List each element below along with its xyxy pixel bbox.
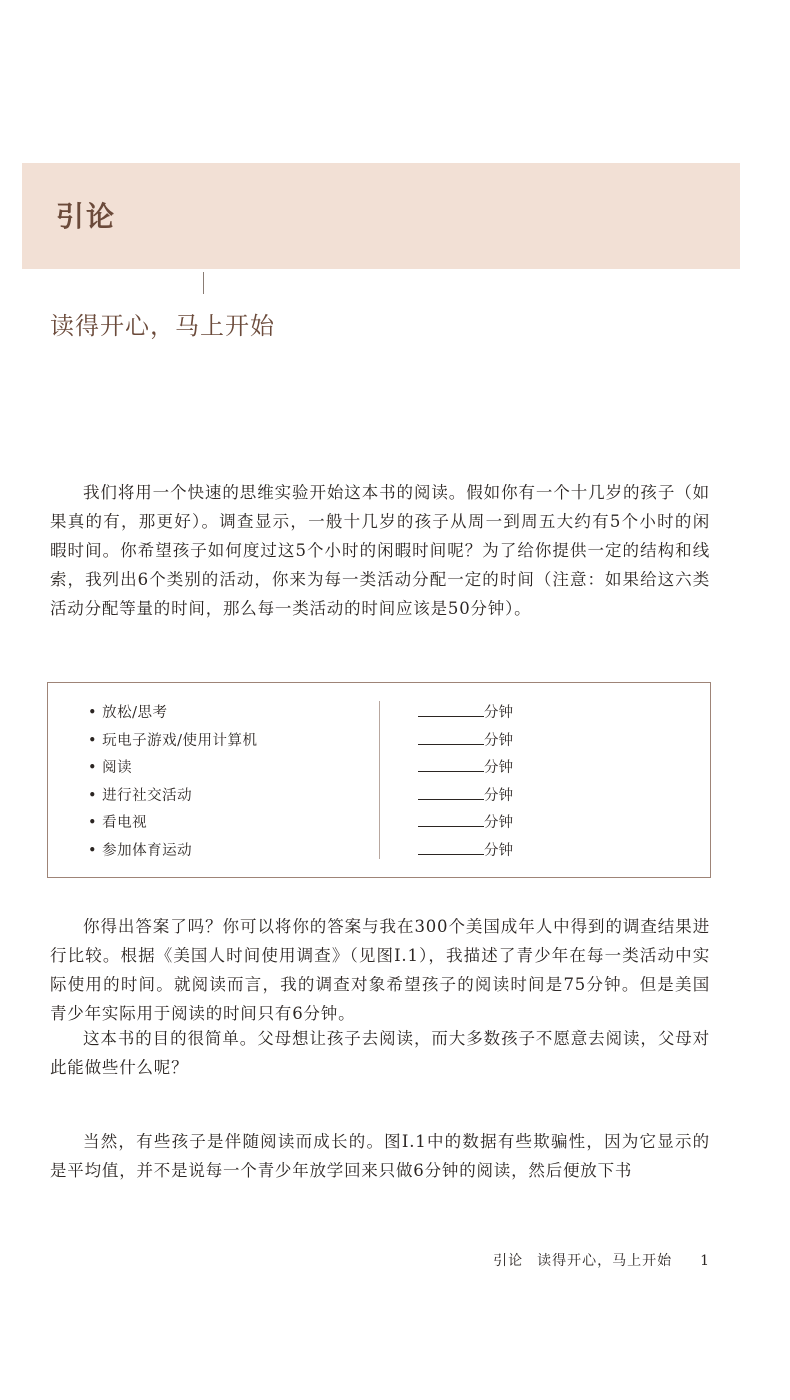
answer-blank [418, 702, 484, 717]
activity-item: • 放松/思考 [88, 700, 258, 728]
paragraph-comparison: 你得出答案了吗？你可以将你的答案与我在300个美国成年人中得到的调查结果进行比较。根据《美国人时间使用调查》（见图I.1），我描述了青少年在每一类活动中实际使用的时间。就阅读而言，我的调查对象希望孩子的阅读时间是75分钟。但是美国青少年实际用于阅读的时间只有6分钟。 [50, 917, 710, 1023]
page-number: 1 [700, 1253, 710, 1269]
activity-item: • 玩电子游戏/使用计算机 [88, 728, 258, 756]
activity-item: • 参加体育运动 [88, 838, 258, 866]
minutes-list [418, 700, 513, 865]
answer-blank [418, 785, 484, 800]
minutes-row [418, 728, 513, 756]
minutes-unit: 分钟 [484, 815, 513, 831]
activity-allocation-box [47, 682, 711, 878]
box-divider [379, 701, 380, 859]
chapter-label: 引论 [56, 200, 117, 233]
minutes-row [418, 755, 513, 783]
activity-item: • 进行社交活动 [88, 783, 258, 811]
minutes-unit: 分钟 [484, 760, 513, 776]
minutes-row [418, 838, 513, 866]
chapter-header-band [22, 163, 740, 269]
paragraph-averages: 当然，有些孩子是伴随阅读而成长的。图I.1中的数据有些欺骗性，因为它显示的是平均值，并不是说每一个青少年放学回来只做6分钟的阅读，然后便放下书 [50, 1132, 710, 1180]
minutes-row [418, 810, 513, 838]
paragraph-intro: 我们将用一个快速的思维实验开始这本书的阅读。假如你有一个十几岁的孩子（如果真的有，那更好）。调查显示，一般十几岁的孩子从周一到周五大约有5个小时的闲暇时间。你希望孩子如何度过这5个小时的闲暇时间呢？为了给你提供一定的结构和线索，我列出6个类别的活动，你来为每一类活动分配一定的时间（注意：如果给这六类活动分配等量的时间，那么每一类活动的时间应该是50分钟）。 [50, 483, 710, 618]
answer-blank [418, 840, 484, 855]
minutes-row [418, 700, 513, 728]
minutes-unit: 分钟 [484, 732, 513, 749]
minutes-row [418, 783, 513, 811]
answer-blank [418, 812, 484, 827]
minutes-unit: 分钟 [484, 787, 513, 804]
footer-title: 读得开心，马上开始 [537, 1253, 673, 1269]
activity-list [88, 700, 258, 865]
minutes-unit: 分钟 [484, 705, 513, 721]
page-footer [493, 1250, 710, 1270]
answer-blank [418, 757, 484, 772]
paragraph-purpose: 这本书的目的很简单。父母想让孩子去阅读，而大多数孩子不愿意去阅读，父母对此能做些什么呢？ [50, 1029, 710, 1077]
activity-item: • 看电视 [88, 810, 258, 838]
minutes-unit: 分钟 [484, 842, 513, 859]
activity-item: • 阅读 [88, 755, 258, 783]
margin-mark [203, 272, 204, 294]
footer-chapter: 引论 [493, 1253, 524, 1269]
answer-blank [418, 730, 484, 745]
section-title: 读得开心，马上开始 [50, 312, 275, 340]
